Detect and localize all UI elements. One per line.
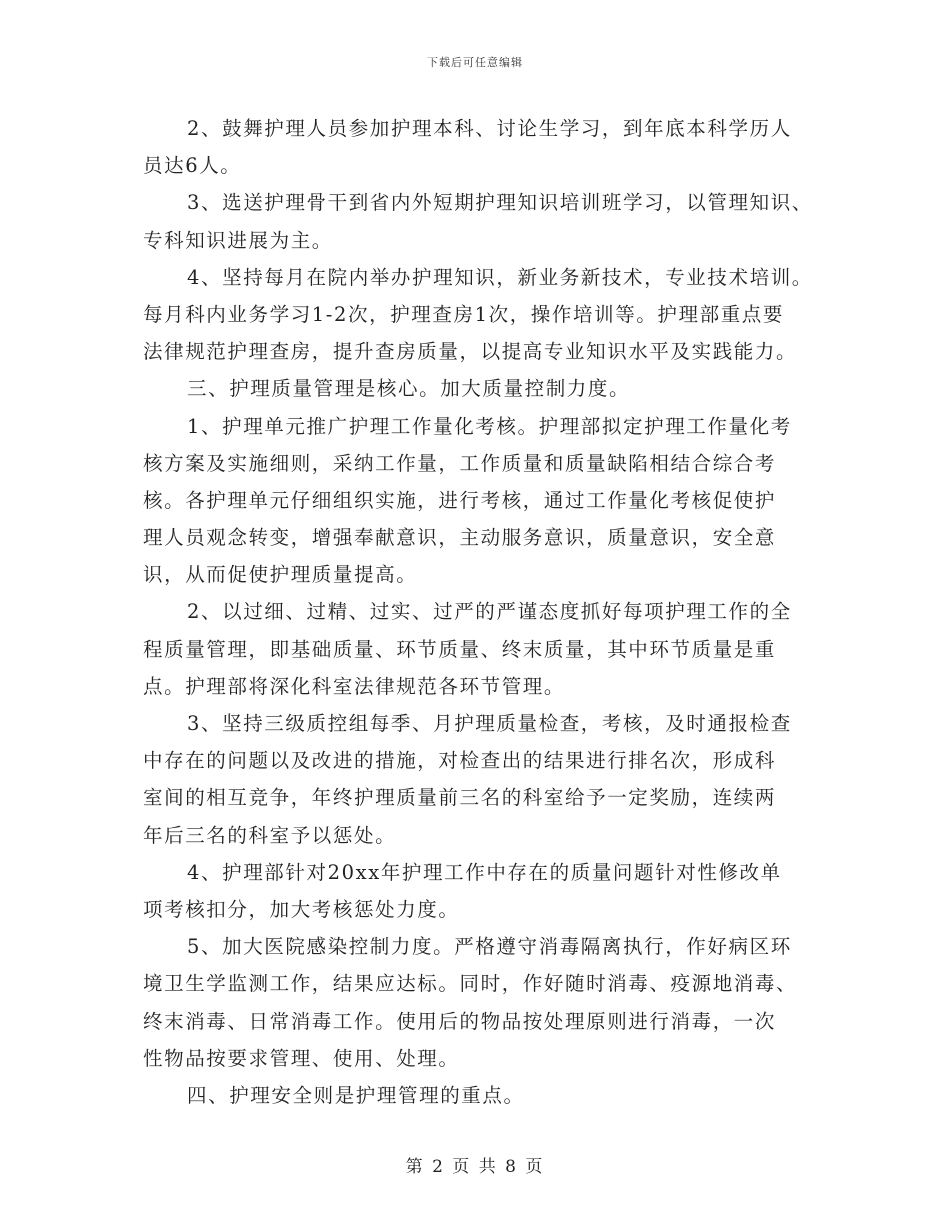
document-body: [143, 110, 813, 1114]
text-line: 3、选送护理骨干到省内外短期护理知识培训班学习，以管理知识、: [187, 191, 813, 215]
text-line: 专科知识进展为主。: [143, 228, 333, 252]
text-line: 境卫生学监测工作，结果应达标。同时，作好随时消毒、疫源地消毒、: [143, 972, 798, 996]
text-line: 终末消毒、日常消毒工作。使用后的物品按处理原则进行消毒，一次: [143, 1009, 777, 1033]
text-line: 识，从而促使护理质量提高。: [143, 563, 418, 587]
page-header: 下载后可任意编辑: [427, 56, 523, 69]
text-line: 员达6人。: [143, 154, 242, 178]
text-line: 室间的相互竞争，年终护理质量前三名的科室给予一定奖励，连续两: [143, 786, 777, 810]
page-footer: 第 2 页 共 8 页: [405, 1157, 545, 1177]
text-line: 4、坚持每月在院内举办护理知识，新业务新技术，专业技术培训。: [187, 265, 813, 289]
text-line: 理人员观念转变，增强奉献意识，主动服务意识，质量意识，安全意: [143, 526, 777, 550]
text-line: 程质量管理，即基础质量、环节质量、终末质量，其中环节质量是重: [143, 637, 777, 661]
text-line: 4、护理部针对20xx年护理工作中存在的质量问题针对性修改单: [187, 860, 782, 884]
text-line: 2、以过细、过精、过实、过严的严谨态度抓好每项护理工作的全: [187, 600, 792, 624]
text-line: 5、加大医院感染控制力度。严格遵守消毒隔离执行，作好病区环: [187, 935, 792, 959]
text-line: 中存在的问题以及改进的措施，对检查出的结果进行排名次，形成科: [143, 749, 777, 773]
text-line: 法律规范护理查房，提升查房质量，以提高专业知识水平及实践能力。: [143, 340, 798, 364]
text-line: 点。护理部将深化科室法律规范各环节管理。: [143, 674, 566, 698]
text-line: 年后三名的科室予以惩处。: [143, 823, 397, 847]
text-line: 核。各护理单元仔细组织实施，进行考核，通过工作量化考核促使护: [143, 488, 777, 512]
text-line: 项考核扣分，加大考核惩处力度。: [143, 897, 460, 921]
text-line: 四、护理安全则是护理管理的重点。: [187, 1083, 525, 1107]
text-line: 1、护理单元推广护理工作量化考核。护理部拟定护理工作量化考: [187, 414, 792, 438]
text-line: 三、护理质量管理是核心。加大质量控制力度。: [187, 377, 631, 401]
text-line: 2、鼓舞护理人员参加护理本科、讨论生学习，到年底本科学历人: [187, 117, 792, 140]
text-line: 每月科内业务学习1-2次，护理查房1次，操作培训等。护理部重点要: [143, 302, 785, 326]
text-line: 3、坚持三级质控组每季、月护理质量检查，考核，及时通报检查: [187, 712, 792, 735]
text-line: 性物品按要求管理、使用、处理。: [143, 1046, 460, 1070]
text-line: 核方案及实施细则，采纳工作量，工作质量和质量缺陷相结合综合考: [143, 451, 777, 475]
